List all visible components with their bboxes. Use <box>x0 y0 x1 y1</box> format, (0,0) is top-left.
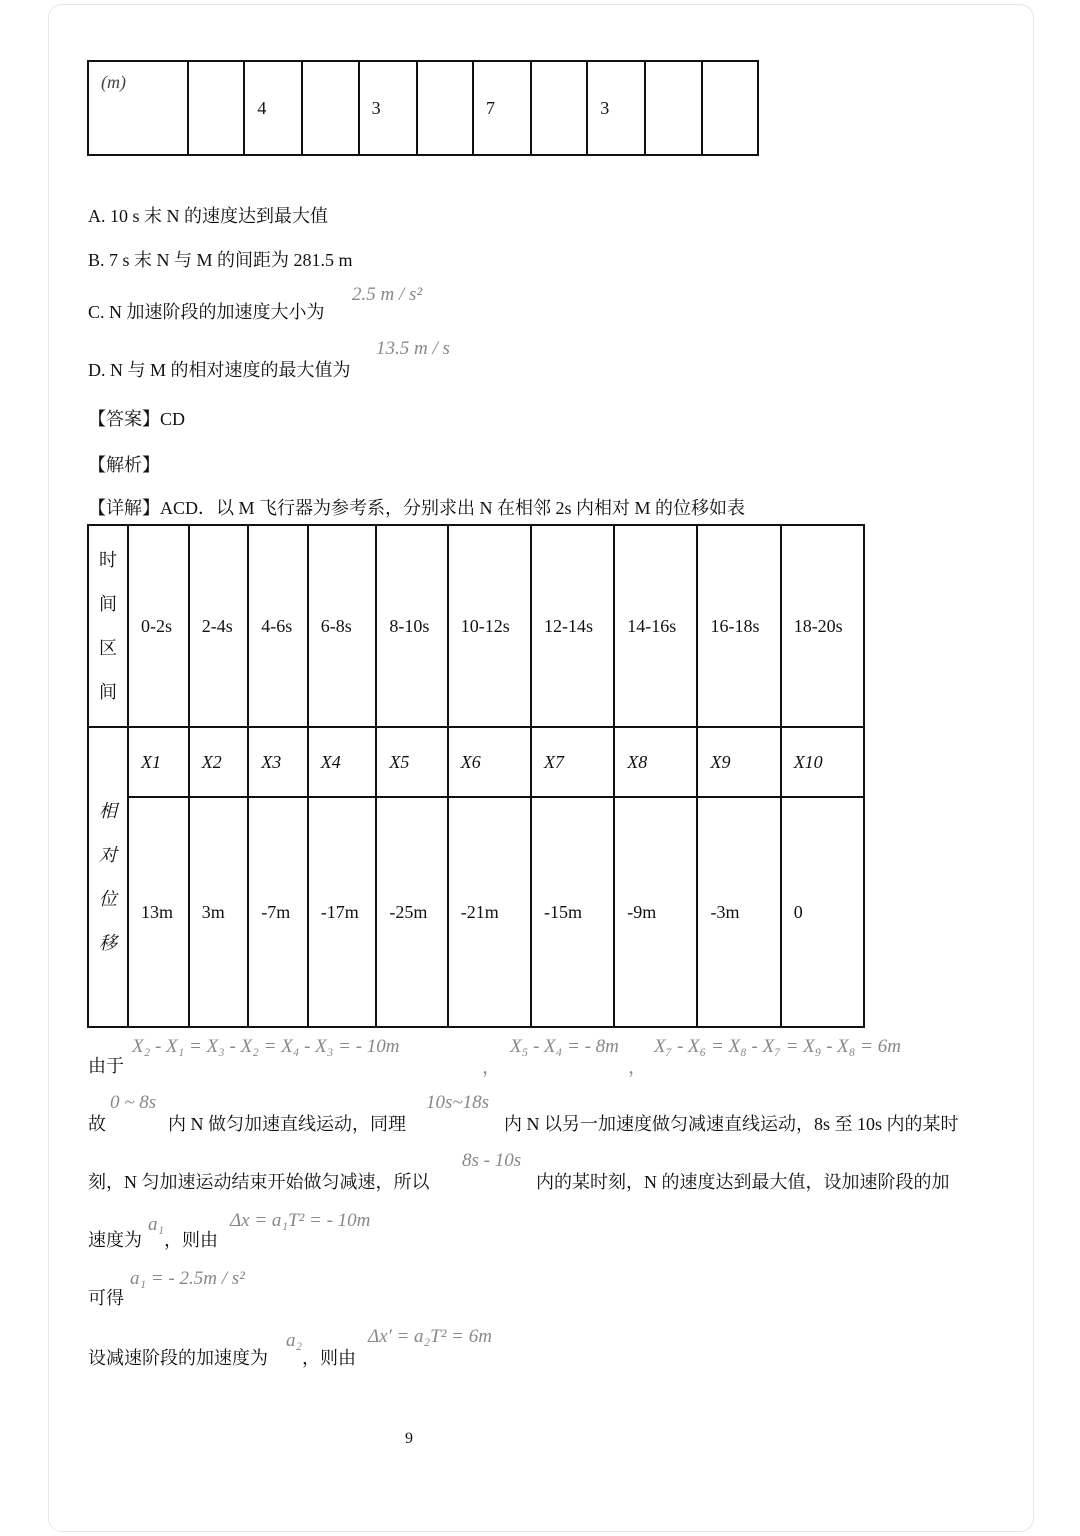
comma: ， <box>628 1057 648 1078</box>
symbol-cell: X5 <box>376 727 447 797</box>
option-d: D. N 与 M 的相对速度的最大值为 <box>88 360 351 380</box>
option-d-formula: 13.5 m / s <box>376 338 450 359</box>
displacement-cell: -3m <box>697 797 780 1027</box>
option-c: C. N 加速阶段的加速度大小为 <box>88 302 325 322</box>
text-para3b: ，则由 <box>164 1230 218 1250</box>
table-cell: 7 <box>473 61 531 155</box>
symbol-cell: X1 <box>128 727 189 797</box>
formula-11: Δx′ = a₂T² = 6m <box>368 1326 492 1347</box>
formula-2: X₅ - X₄ = - 8m <box>510 1036 619 1057</box>
interval-cell: 18-20s <box>781 525 864 727</box>
formula-5: 10s~18s <box>426 1092 490 1113</box>
displacement-cell: 13m <box>128 797 189 1027</box>
table-cell: 4 <box>244 61 302 155</box>
analysis-label: 【解析】 <box>88 455 160 475</box>
text-para5b: ，则由 <box>302 1348 356 1368</box>
displacement-cell: 0 <box>781 797 864 1027</box>
displacement-cell: -9m <box>614 797 697 1027</box>
detail-text: 【详解】ACD．以 M 飞行器为参考系，分别求出 N 在相邻 2s 内相对 M 的位移如表 <box>88 498 746 518</box>
symbol-cell: X9 <box>697 727 780 797</box>
comma: ， <box>482 1057 502 1078</box>
text-gu: 故 <box>88 1114 106 1134</box>
text-para5a: 设减速阶段的加速度为 <box>88 1348 268 1368</box>
table-cell <box>702 61 758 155</box>
interval-cell: 6-8s <box>308 525 377 727</box>
answer-label: 【答案】CD <box>88 409 186 429</box>
symbol-cell: X8 <box>614 727 697 797</box>
formula-4: 0 ~ 8s <box>110 1092 157 1113</box>
interval-cell: 8-10s <box>376 525 447 727</box>
interval-cell: 0-2s <box>128 525 189 727</box>
text-youyu: 由于 <box>88 1056 124 1076</box>
formula-9: a₁ = - 2.5m / s² <box>130 1268 245 1289</box>
symbol-cell: X2 <box>189 727 248 797</box>
displacement-table <box>87 524 865 1028</box>
table-cell: (m) <box>88 61 188 155</box>
interval-cell: 12-14s <box>531 525 614 727</box>
table-cell: 3 <box>359 61 417 155</box>
text-para2a: 刻，N 匀加速运动结束开始做匀减速，所以 <box>88 1172 430 1192</box>
formula-10: a₂ <box>286 1330 303 1351</box>
text-para3a: 速度为 <box>88 1230 142 1250</box>
table-cell <box>188 61 244 155</box>
relative-displacement-header: 相 对 位 移 <box>88 727 128 1027</box>
time-interval-header: 时 间 区 间 <box>88 525 128 727</box>
text-para1b: 内 N 以另一加速度做匀减速直线运动，8s 至 10s 内的某时 <box>504 1114 959 1134</box>
interval-cell: 14-16s <box>614 525 697 727</box>
option-b: B. 7 s 末 N 与 M 的间距为 281.5 m <box>88 250 353 270</box>
table-cell <box>417 61 473 155</box>
interval-cell: 2-4s <box>189 525 248 727</box>
table-cell <box>645 61 701 155</box>
symbol-cell: X7 <box>531 727 614 797</box>
symbol-cell: X10 <box>781 727 864 797</box>
table-cell: 3 <box>587 61 645 155</box>
top-partial-table <box>87 60 759 156</box>
formula-6: 8s - 10s <box>462 1150 522 1171</box>
displacement-cell: -25m <box>376 797 447 1027</box>
option-a: A. 10 s 末 N 的速度达到最大值 <box>88 206 329 226</box>
symbol-cell: X3 <box>248 727 307 797</box>
table-cell <box>302 61 358 155</box>
table-cell <box>531 61 587 155</box>
formula-1: X₂ - X₁ = X₃ - X₂ = X₄ - X₃ = - 10m <box>132 1036 400 1057</box>
symbol-cell: X6 <box>448 727 531 797</box>
displacement-cell: -15m <box>531 797 614 1027</box>
displacement-cell: -21m <box>448 797 531 1027</box>
symbol-cell: X4 <box>308 727 377 797</box>
interval-cell: 4-6s <box>248 525 307 727</box>
formula-8: Δx = a₁T² = - 10m <box>230 1210 371 1231</box>
option-c-formula: 2.5 m / s² <box>352 284 423 305</box>
formula-3: X₇ - X₆ = X₈ - X₇ = X₉ - X₈ = 6m <box>654 1036 901 1057</box>
displacement-cell: -17m <box>308 797 377 1027</box>
text-para2b: 内的某时刻，N 的速度达到最大值，设加速阶段的加 <box>536 1172 950 1192</box>
displacement-cell: -7m <box>248 797 307 1027</box>
formula-7: a₁ <box>148 1214 165 1235</box>
interval-cell: 10-12s <box>448 525 531 727</box>
page-number: 9 <box>405 1430 413 1447</box>
displacement-cell: 3m <box>189 797 248 1027</box>
text-para1a: 内 N 做匀加速直线运动，同理 <box>168 1114 406 1134</box>
interval-cell: 16-18s <box>697 525 780 727</box>
text-para4: 可得 <box>88 1288 124 1308</box>
